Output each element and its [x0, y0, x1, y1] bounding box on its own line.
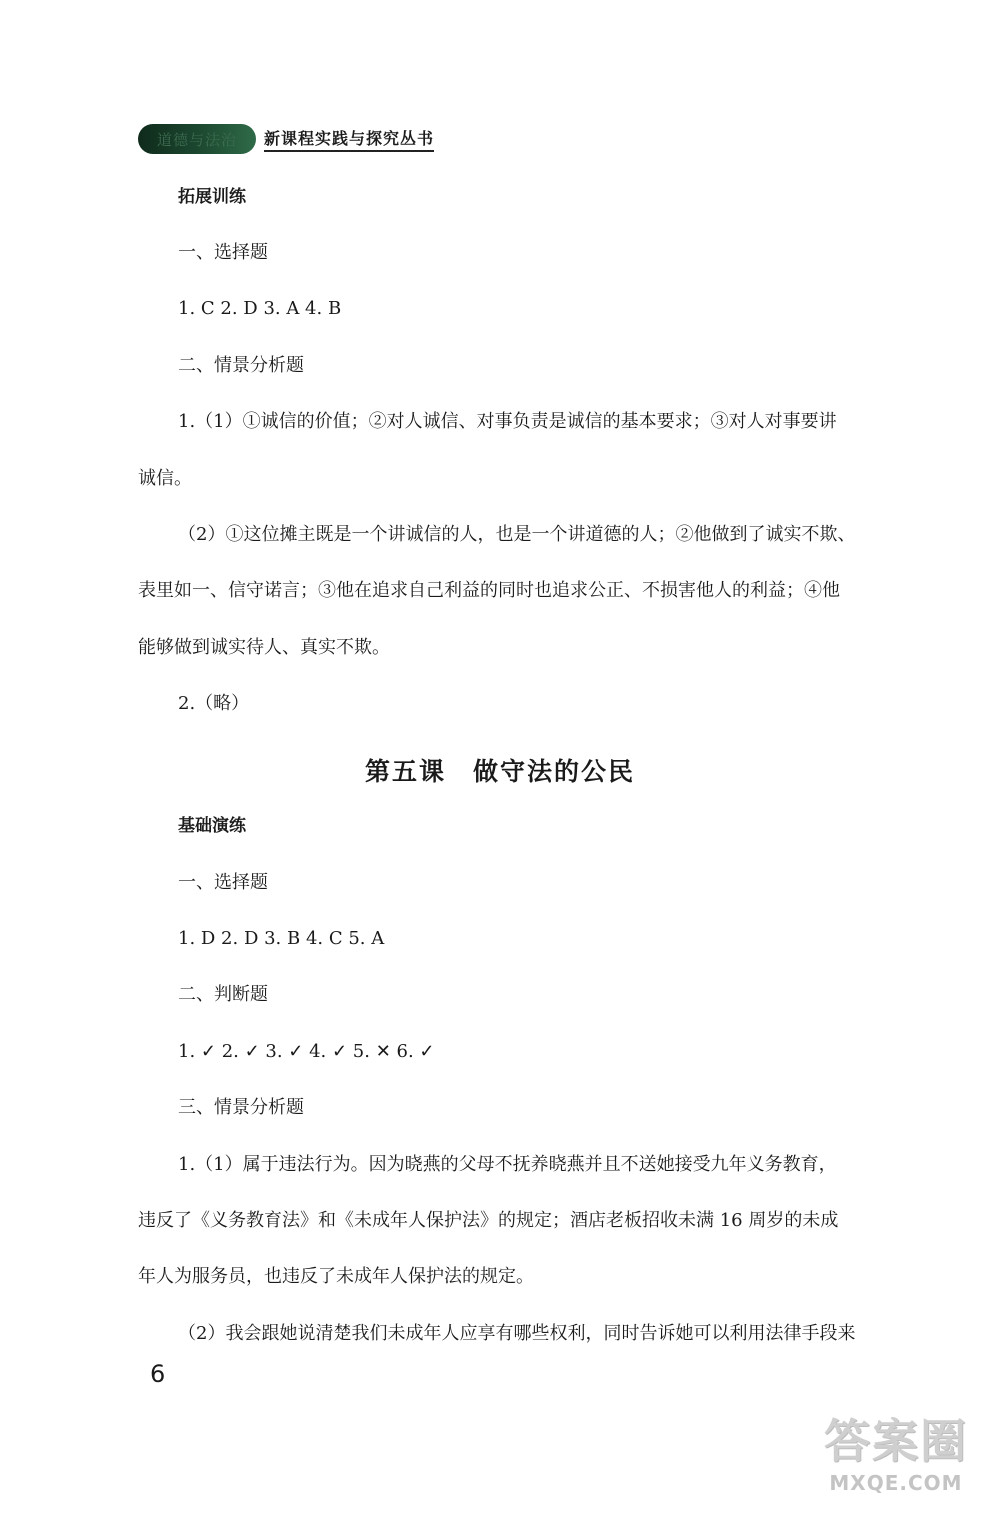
answer-line: 1. ✓ 2. ✓ 3. ✓ 4. ✓ 5. ✕ 6. ✓	[178, 1041, 435, 1062]
watermark-site: MXQE.COM	[829, 1471, 963, 1495]
series-title: 新课程实践与探究丛书	[264, 126, 434, 152]
answer-line: 1. C 2. D 3. A 4. B	[178, 298, 342, 319]
section-heading-basic: 基础演练	[178, 816, 246, 836]
page-number: 6	[150, 1360, 166, 1388]
lesson-title: 第五课 做守法的公民	[364, 757, 635, 786]
answer-line: 2.（略）	[178, 693, 250, 714]
subheading-scenario: 三、情景分析题	[178, 1097, 304, 1118]
answer-line: 1. D 2. D 3. B 4. C 5. A	[178, 928, 385, 949]
answer-paragraph-line: 年人为服务员，也违反了未成年人保护法的规定。	[138, 1266, 534, 1287]
answer-paragraph-line: 1.（1）①诚信的价值；②对人诚信、对事负责是诚信的基本要求；③对人对事要讲	[178, 411, 837, 432]
answer-paragraph-line: 违反了《义务教育法》和《未成年人保护法》的规定；酒店老板招收未满 16 周岁的未成	[138, 1210, 839, 1231]
watermark	[806, 1405, 986, 1515]
answer-paragraph-line: （2）①这位摊主既是一个讲诚信的人，也是一个讲道德的人；②他做到了诚实不欺、	[178, 524, 856, 545]
answer-paragraph-line: 1.（1）属于违法行为。因为晓燕的父母不抚养晓燕并且不送她接受九年义务教育，	[178, 1154, 837, 1175]
answer-paragraph-line: （2）我会跟她说清楚我们未成年人应享有哪些权利，同时告诉她可以利用法律手段来	[178, 1323, 856, 1344]
subheading-choice: 一、选择题	[178, 872, 268, 893]
answer-paragraph-line: 诚信。	[138, 468, 192, 489]
subheading-judgement: 二、判断题	[178, 984, 268, 1005]
subject-badge: 道德与法治	[138, 124, 256, 154]
page-header	[138, 122, 434, 156]
subheading-scenario: 二、情景分析题	[178, 355, 304, 376]
answer-paragraph-line: 能够做到诚实待人、真实不欺。	[138, 637, 390, 658]
subheading-choice: 一、选择题	[178, 242, 268, 263]
answer-paragraph-line: 表里如一、信守诺言；③他在追求自己利益的同时也追求公正、不损害他人的利益；④他	[138, 580, 840, 601]
watermark-logo: 答案圈	[824, 1414, 968, 1468]
section-heading-extension: 拓展训练	[178, 187, 246, 207]
